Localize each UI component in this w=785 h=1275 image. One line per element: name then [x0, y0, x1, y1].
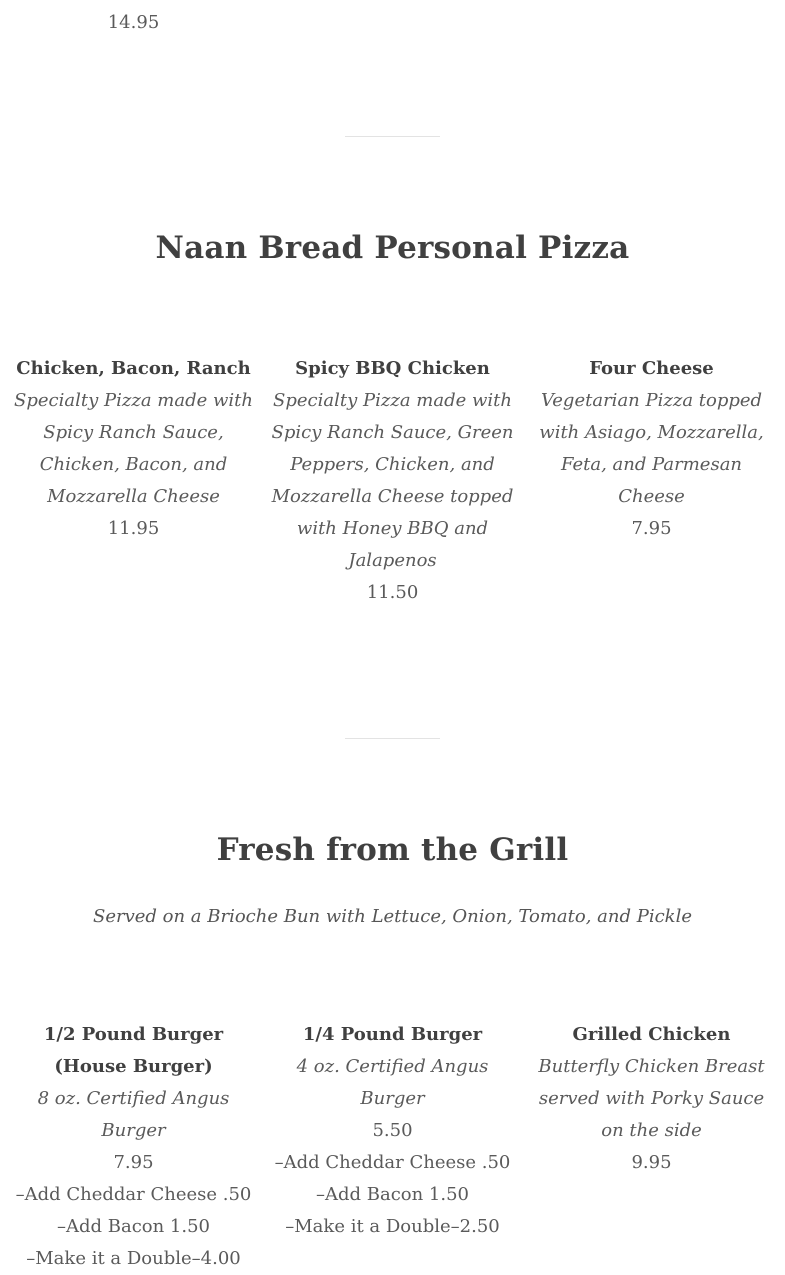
addon-double: –Make it a Double–2.50 — [285, 1216, 500, 1237]
grill-section-subtitle: Served on a Brioche Bun with Lettuce, Onion, Tomato, and Pickle — [93, 906, 692, 927]
item-price: 5.50 — [372, 1120, 413, 1141]
addon-bacon: –Add Bacon 1.50 — [315, 1184, 470, 1205]
addon-cheese: –Add Cheddar Cheese .50 — [15, 1184, 252, 1205]
menu-item-quarter-pound-burger — [270, 1019, 515, 1243]
previous-item-price: 14.95 — [107, 12, 160, 33]
menu-item-spicy-bbq-chicken — [270, 353, 515, 609]
item-description: Butterfly Chicken Breast served with Porky Sauce on the side — [538, 1056, 765, 1141]
menu-item-grilled-chicken — [529, 1019, 774, 1179]
item-name: Four Cheese — [589, 358, 714, 379]
grill-section-title: Fresh from the Grill — [216, 832, 569, 868]
section-divider — [345, 136, 440, 137]
naan-section-title: Naan Bread Personal Pizza — [155, 230, 630, 266]
addon-double: –Make it a Double–4.00 — [26, 1248, 241, 1269]
item-name: 1/4 Pound Burger — [302, 1024, 483, 1045]
section-divider — [345, 738, 440, 739]
addon-bacon: –Add Bacon 1.50 — [56, 1216, 211, 1237]
menu-item-half-pound-burger — [11, 1019, 256, 1275]
item-name: Spicy BBQ Chicken — [295, 358, 490, 379]
item-price: 11.50 — [366, 582, 419, 603]
item-description: Vegetarian Pizza topped with Asiago, Mozzarella, Feta, and Parmesan Cheese — [539, 390, 764, 507]
addon-cheese: –Add Cheddar Cheese .50 — [274, 1152, 511, 1173]
item-name: Grilled Chicken — [572, 1024, 731, 1045]
item-name: 1/2 Pound Burger (House Burger) — [43, 1024, 224, 1077]
item-name: Chicken, Bacon, Ranch — [16, 358, 251, 379]
item-price: 7.95 — [631, 518, 672, 539]
item-description: Specialty Pizza made with Spicy Ranch Sauce, Green Peppers, Chicken, and Mozzarella Cheese topped with Honey BBQ and Jalapenos — [271, 390, 514, 571]
item-description: 4 oz. Certified Angus Burger — [296, 1056, 489, 1109]
menu-item-chicken-bacon-ranch — [11, 353, 256, 545]
item-price: 11.95 — [107, 518, 160, 539]
item-description: Specialty Pizza made with Spicy Ranch Sauce, Chicken, Bacon, and Mozzarella Cheese — [14, 390, 253, 507]
menu-item-four-cheese — [529, 353, 774, 545]
item-description: 8 oz. Certified Angus Burger — [37, 1088, 230, 1141]
item-price: 7.95 — [113, 1152, 154, 1173]
item-price: 9.95 — [631, 1152, 672, 1173]
